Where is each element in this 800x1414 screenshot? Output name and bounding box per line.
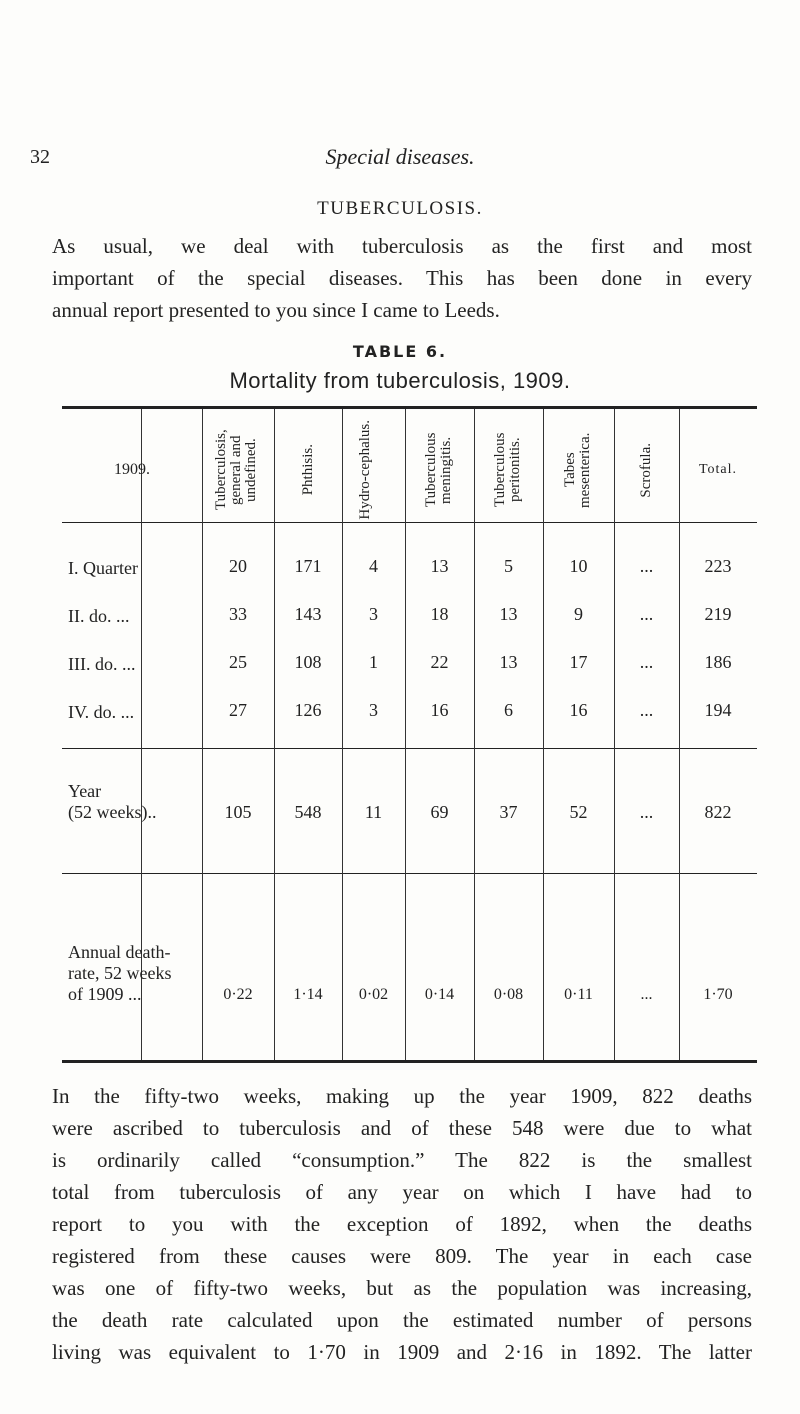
table-cell: 69	[430, 802, 449, 822]
table-cell: 548	[294, 802, 322, 822]
table-cell: 22	[430, 652, 449, 672]
row-label: III. do. ...	[68, 654, 136, 674]
row-label-line: rate, 52 weeks	[68, 963, 172, 983]
body-line: total from tuberculosis of any year on which I have had to	[52, 1180, 752, 1204]
table-cell: 194	[704, 700, 732, 720]
intro-line: important of the special diseases. This has been done in every	[52, 266, 752, 290]
column-header	[342, 420, 405, 520]
row-label-line: of 1909 ...	[68, 984, 142, 1004]
table-cell: 0·08	[493, 986, 524, 1003]
column-header	[543, 420, 614, 520]
body-line: the death rate calculated upon the estimated number of persons	[52, 1308, 752, 1332]
table-cell: 0·02	[358, 986, 389, 1003]
body-paragraph	[52, 1080, 752, 1368]
intro-line: As usual, we deal with tuberculosis as the first and most	[52, 234, 752, 258]
table-cell: 11	[364, 802, 383, 822]
table-cell: 9	[574, 604, 583, 624]
table-cell: 13	[499, 652, 518, 672]
table-cell: 13	[430, 556, 449, 576]
section-title: TUBERCULOSIS.	[317, 198, 483, 219]
table-cell: 33	[229, 604, 247, 624]
row-label: II. do. ...	[68, 606, 130, 626]
table-cell: 0·14	[424, 986, 455, 1003]
intro-paragraph	[52, 230, 752, 326]
table-cell: 4	[369, 556, 378, 576]
page-number: 32	[30, 146, 50, 168]
table-cell: 171	[294, 556, 322, 576]
column-header-text: Total.	[698, 462, 738, 477]
table-cell: 223	[704, 556, 732, 576]
table-cell: 25	[229, 652, 247, 672]
column-header-text: Tuberculous peritonitis.	[491, 432, 523, 508]
table-top-rule	[62, 406, 757, 409]
table-cell: 1·70	[703, 986, 733, 1003]
intro-line: annual report presented to you since I came to Leeds.	[52, 298, 500, 322]
table-cell: 3	[369, 700, 378, 720]
row-label-line: Year	[68, 781, 102, 801]
column-header	[679, 420, 757, 520]
column-header-text: Tuberculosis, general and undefined.	[213, 429, 259, 511]
table-cell: 52	[569, 802, 588, 822]
table-cell: 0·11	[564, 986, 593, 1003]
column-header	[614, 420, 679, 520]
mortality-table	[62, 406, 757, 1064]
table-cell: 186	[704, 652, 732, 672]
column-header-text: Hydro-cephalus.	[356, 420, 373, 520]
row-label: I. Quarter	[68, 558, 138, 578]
header-rule	[62, 522, 757, 523]
table-cell: 20	[229, 556, 247, 576]
body-line: is ordinarily called “consumption.” The 822 is the smallest	[52, 1148, 752, 1172]
quarter-rule	[62, 748, 757, 749]
table-cell: 126	[294, 700, 322, 720]
table-cell: ...	[639, 802, 654, 822]
table-cell: 27	[229, 700, 247, 720]
row-label	[68, 781, 156, 823]
year-rule	[62, 873, 757, 874]
corner-heading-text: 1909.	[114, 461, 150, 478]
table-cell: 10	[569, 556, 588, 576]
table-cell: 0·22	[223, 986, 253, 1003]
table-cell: 17	[569, 652, 588, 672]
table-cell: ...	[639, 556, 654, 576]
table-cell: 143	[294, 604, 322, 624]
table-cell: 16	[569, 700, 588, 720]
row-label-line: Annual death-	[68, 942, 171, 962]
running-head: Special diseases.	[325, 144, 475, 169]
body-line: registered from these causes were 809. The year in each case	[52, 1244, 752, 1268]
body-line: In the fifty-two weeks, making up the year 1909, 822 deaths	[52, 1084, 752, 1108]
table-cell: 219	[704, 604, 732, 624]
column-header	[474, 420, 543, 520]
row-label-line: (52 weeks)..	[68, 802, 157, 822]
row-label	[68, 942, 171, 1005]
column-header	[274, 420, 342, 520]
column-header-text: Scrofula.	[638, 442, 654, 498]
table-cell: 108	[294, 652, 322, 672]
body-line: was one of fifty-two weeks, but as the population was increasing,	[52, 1276, 752, 1300]
body-line: report to you with the exception of 1892, when the deaths	[52, 1212, 752, 1236]
table-cell: 18	[430, 604, 449, 624]
corner-heading	[62, 420, 202, 520]
table-cell: 37	[499, 802, 518, 822]
table-cell: 1	[369, 652, 378, 672]
table-cell: 5	[504, 556, 513, 576]
table-cell: 16	[430, 700, 449, 720]
row-label: IV. do. ...	[68, 702, 135, 722]
table-bottom-rule	[62, 1060, 757, 1063]
table-cell: ...	[640, 986, 653, 1003]
column-header-text: Tabes mesenterica.	[561, 432, 593, 508]
table-cell: 105	[224, 802, 252, 822]
column-header	[202, 420, 274, 520]
body-line: living was equivalent to 1·70 in 1909 and 2·16 in 1892. The latter	[52, 1340, 752, 1364]
column-header-text: Phthisis.	[299, 444, 316, 496]
table-cell: 822	[704, 802, 732, 822]
table-cell: 13	[499, 604, 518, 624]
table-label: TABLE 6.	[352, 342, 448, 361]
table-cell: 6	[504, 700, 513, 720]
column-header-text: Tuberculous meningitis.	[422, 432, 454, 508]
table-cell: ...	[639, 700, 654, 720]
table-title: Mortality from tuberculosis, 1909.	[229, 368, 571, 393]
table-cell: 3	[369, 604, 378, 624]
body-line: were ascribed to tuberculosis and of these 548 were due to what	[52, 1116, 752, 1140]
table-cell: ...	[639, 604, 654, 624]
table-cell: ...	[639, 652, 654, 672]
table-cell: 1·14	[293, 986, 323, 1003]
column-header	[405, 420, 474, 520]
